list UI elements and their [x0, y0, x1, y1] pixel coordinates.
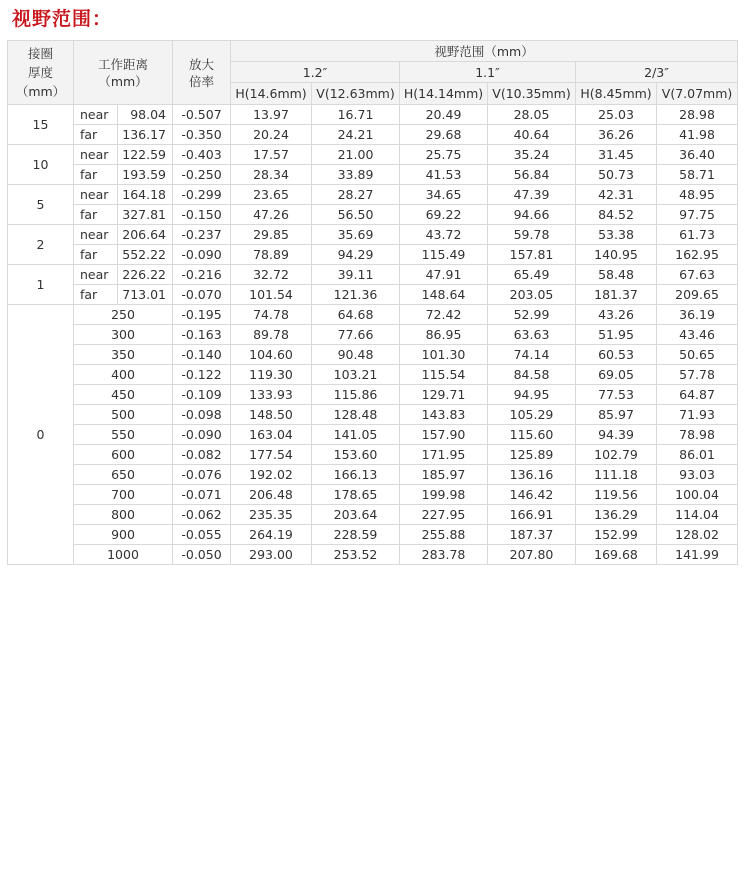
fov-value-cell: 185.97	[400, 465, 488, 485]
fov-value-cell: 84.52	[576, 205, 657, 225]
fov-value-cell: 171.95	[400, 445, 488, 465]
fov-value-cell: 101.54	[231, 285, 312, 305]
working-distance-cell: 400	[74, 365, 173, 385]
header-sensor-2-3: 2/3″	[576, 62, 738, 83]
near-far-label: far	[74, 165, 118, 185]
header-sensor-1-2-h: H(14.6mm)	[231, 83, 312, 105]
fov-value-cell: 114.04	[657, 505, 738, 525]
fov-value-cell: 90.48	[312, 345, 400, 365]
magnification-cell: -0.090	[173, 245, 231, 265]
magnification-cell: -0.071	[173, 485, 231, 505]
fov-value-cell: 60.53	[576, 345, 657, 365]
header-sensor-1-1-h: H(14.14mm)	[400, 83, 488, 105]
magnification-cell: -0.070	[173, 285, 231, 305]
magnification-cell: -0.122	[173, 365, 231, 385]
fov-value-cell: 115.86	[312, 385, 400, 405]
header-sensor-1-2: 1.2″	[231, 62, 400, 83]
near-far-label: near	[74, 145, 118, 165]
fov-value-cell: 57.78	[657, 365, 738, 385]
fov-value-cell: 119.56	[576, 485, 657, 505]
fov-value-cell: 56.50	[312, 205, 400, 225]
fov-value-cell: 28.98	[657, 105, 738, 125]
fov-value-cell: 16.71	[312, 105, 400, 125]
fov-value-cell: 235.35	[231, 505, 312, 525]
fov-value-cell: 101.30	[400, 345, 488, 365]
fov-value-cell: 157.90	[400, 425, 488, 445]
fov-value-cell: 58.48	[576, 265, 657, 285]
working-distance-cell: 713.01	[118, 285, 173, 305]
page-title: 视野范围：	[12, 8, 113, 30]
fov-value-cell: 148.64	[400, 285, 488, 305]
fov-value-cell: 65.49	[488, 265, 576, 285]
fov-value-cell: 67.63	[657, 265, 738, 285]
fov-value-cell: 31.45	[576, 145, 657, 165]
fov-value-cell: 35.69	[312, 225, 400, 245]
working-distance-cell: 164.18	[118, 185, 173, 205]
fov-value-cell: 141.05	[312, 425, 400, 445]
fov-value-cell: 128.02	[657, 525, 738, 545]
table-row	[8, 465, 738, 485]
table-row	[8, 425, 738, 445]
fov-value-cell: 17.57	[231, 145, 312, 165]
table-row	[8, 225, 738, 245]
working-distance-cell: 193.59	[118, 165, 173, 185]
fov-value-cell: 77.53	[576, 385, 657, 405]
table-row	[8, 165, 738, 185]
table-row	[8, 325, 738, 345]
fov-value-cell: 119.30	[231, 365, 312, 385]
fov-value-cell: 32.72	[231, 265, 312, 285]
fov-value-cell: 84.58	[488, 365, 576, 385]
fov-value-cell: 94.39	[576, 425, 657, 445]
fov-value-cell: 20.49	[400, 105, 488, 125]
fov-value-cell: 69.05	[576, 365, 657, 385]
fov-value-cell: 146.42	[488, 485, 576, 505]
table-row	[8, 205, 738, 225]
magnification-cell: -0.163	[173, 325, 231, 345]
working-distance-cell: 650	[74, 465, 173, 485]
fov-value-cell: 203.05	[488, 285, 576, 305]
fov-value-cell: 136.29	[576, 505, 657, 525]
fov-value-cell: 94.95	[488, 385, 576, 405]
fov-value-cell: 153.60	[312, 445, 400, 465]
header-sensor-1-2-v: V(12.63mm)	[312, 83, 400, 105]
working-distance-cell: 800	[74, 505, 173, 525]
table-row	[8, 345, 738, 365]
fov-value-cell: 93.03	[657, 465, 738, 485]
fov-value-cell: 178.65	[312, 485, 400, 505]
fov-value-cell: 111.18	[576, 465, 657, 485]
magnification-cell: -0.350	[173, 125, 231, 145]
fov-value-cell: 97.75	[657, 205, 738, 225]
header-magnification: 放大 倍率	[173, 41, 231, 105]
fov-value-cell: 133.93	[231, 385, 312, 405]
fov-value-cell: 43.46	[657, 325, 738, 345]
fov-value-cell: 253.52	[312, 545, 400, 565]
working-distance-cell: 1000	[74, 545, 173, 565]
table-row	[8, 405, 738, 425]
fov-value-cell: 128.48	[312, 405, 400, 425]
magnification-cell: -0.216	[173, 265, 231, 285]
fov-value-cell: 199.98	[400, 485, 488, 505]
fov-value-cell: 227.95	[400, 505, 488, 525]
magnification-cell: -0.299	[173, 185, 231, 205]
fov-value-cell: 25.03	[576, 105, 657, 125]
magnification-cell: -0.076	[173, 465, 231, 485]
fov-value-cell: 152.99	[576, 525, 657, 545]
fov-value-cell: 69.22	[400, 205, 488, 225]
ring-thickness-cell: 10	[8, 145, 74, 185]
working-distance-cell: 98.04	[118, 105, 173, 125]
magnification-cell: -0.250	[173, 165, 231, 185]
fov-value-cell: 52.99	[488, 305, 576, 325]
working-distance-cell: 550	[74, 425, 173, 445]
fov-value-cell: 102.79	[576, 445, 657, 465]
header-sensor-2-3-h: H(8.45mm)	[576, 83, 657, 105]
fov-value-cell: 48.95	[657, 185, 738, 205]
fov-value-cell: 43.72	[400, 225, 488, 245]
fov-value-cell: 94.66	[488, 205, 576, 225]
working-distance-cell: 700	[74, 485, 173, 505]
working-distance-cell: 300	[74, 325, 173, 345]
table-row	[8, 145, 738, 165]
fov-value-cell: 53.38	[576, 225, 657, 245]
table-row	[8, 125, 738, 145]
fov-value-cell: 94.29	[312, 245, 400, 265]
fov-value-cell: 166.13	[312, 465, 400, 485]
fov-value-cell: 162.95	[657, 245, 738, 265]
fov-value-cell: 56.84	[488, 165, 576, 185]
magnification-cell: -0.090	[173, 425, 231, 445]
table-row	[8, 525, 738, 545]
fov-value-cell: 33.89	[312, 165, 400, 185]
fov-value-cell: 39.11	[312, 265, 400, 285]
magnification-cell: -0.062	[173, 505, 231, 525]
fov-value-cell: 86.95	[400, 325, 488, 345]
fov-value-cell: 41.98	[657, 125, 738, 145]
table-row	[8, 285, 738, 305]
fov-value-cell: 89.78	[231, 325, 312, 345]
magnification-cell: -0.109	[173, 385, 231, 405]
fov-value-cell: 100.04	[657, 485, 738, 505]
fov-value-cell: 103.21	[312, 365, 400, 385]
fov-value-cell: 36.40	[657, 145, 738, 165]
fov-value-cell: 148.50	[231, 405, 312, 425]
ring-thickness-cell: 1	[8, 265, 74, 305]
table-row	[8, 445, 738, 465]
ring-thickness-cell: 5	[8, 185, 74, 225]
fov-value-cell: 24.21	[312, 125, 400, 145]
fov-value-cell: 177.54	[231, 445, 312, 465]
working-distance-cell: 600	[74, 445, 173, 465]
near-far-label: near	[74, 185, 118, 205]
fov-value-cell: 36.19	[657, 305, 738, 325]
fov-value-cell: 58.71	[657, 165, 738, 185]
fov-value-cell: 77.66	[312, 325, 400, 345]
fov-value-cell: 72.42	[400, 305, 488, 325]
magnification-cell: -0.050	[173, 545, 231, 565]
header-sensor-1-1: 1.1″	[400, 62, 576, 83]
fov-value-cell: 71.93	[657, 405, 738, 425]
fov-value-cell: 64.87	[657, 385, 738, 405]
fov-value-cell: 29.68	[400, 125, 488, 145]
fov-value-cell: 28.27	[312, 185, 400, 205]
fov-value-cell: 13.97	[231, 105, 312, 125]
fov-value-cell: 166.91	[488, 505, 576, 525]
fov-value-cell: 283.78	[400, 545, 488, 565]
magnification-cell: -0.403	[173, 145, 231, 165]
fov-value-cell: 40.64	[488, 125, 576, 145]
fov-value-cell: 104.60	[231, 345, 312, 365]
fov-value-cell: 203.64	[312, 505, 400, 525]
near-far-label: far	[74, 205, 118, 225]
fov-value-cell: 157.81	[488, 245, 576, 265]
near-far-label: near	[74, 225, 118, 245]
fov-value-cell: 121.36	[312, 285, 400, 305]
working-distance-cell: 450	[74, 385, 173, 405]
fov-value-cell: 59.78	[488, 225, 576, 245]
header-thickness: 接圈 厚度 （mm）	[8, 41, 74, 105]
magnification-cell: -0.082	[173, 445, 231, 465]
fov-value-cell: 20.24	[231, 125, 312, 145]
fov-value-cell: 36.26	[576, 125, 657, 145]
table-row	[8, 545, 738, 565]
fov-value-cell: 115.60	[488, 425, 576, 445]
working-distance-cell: 206.64	[118, 225, 173, 245]
fov-value-cell: 207.80	[488, 545, 576, 565]
fov-table-body	[8, 41, 738, 565]
ring-thickness-cell: 0	[8, 305, 74, 565]
magnification-cell: -0.507	[173, 105, 231, 125]
fov-value-cell: 169.68	[576, 545, 657, 565]
fov-value-cell: 51.95	[576, 325, 657, 345]
table-row	[8, 365, 738, 385]
magnification-cell: -0.098	[173, 405, 231, 425]
fov-value-cell: 136.16	[488, 465, 576, 485]
fov-value-cell: 61.73	[657, 225, 738, 245]
fov-value-cell: 255.88	[400, 525, 488, 545]
header-sensor-1-1-v: V(10.35mm)	[488, 83, 576, 105]
fov-value-cell: 35.24	[488, 145, 576, 165]
fov-value-cell: 163.04	[231, 425, 312, 445]
near-far-label: far	[74, 125, 118, 145]
fov-value-cell: 47.39	[488, 185, 576, 205]
fov-value-cell: 129.71	[400, 385, 488, 405]
fov-value-cell: 23.65	[231, 185, 312, 205]
magnification-cell: -0.150	[173, 205, 231, 225]
fov-value-cell: 34.65	[400, 185, 488, 205]
header-sensor-2-3-v: V(7.07mm)	[657, 83, 738, 105]
fov-value-cell: 47.26	[231, 205, 312, 225]
working-distance-cell: 136.17	[118, 125, 173, 145]
fov-value-cell: 181.37	[576, 285, 657, 305]
fov-value-cell: 28.34	[231, 165, 312, 185]
fov-value-cell: 209.65	[657, 285, 738, 305]
near-far-label: near	[74, 105, 118, 125]
fov-value-cell: 105.29	[488, 405, 576, 425]
working-distance-cell: 500	[74, 405, 173, 425]
fov-value-cell: 125.89	[488, 445, 576, 465]
working-distance-cell: 900	[74, 525, 173, 545]
fov-value-cell: 86.01	[657, 445, 738, 465]
fov-value-cell: 192.02	[231, 465, 312, 485]
fov-value-cell: 41.53	[400, 165, 488, 185]
fov-value-cell: 64.68	[312, 305, 400, 325]
fov-value-cell: 187.37	[488, 525, 576, 545]
working-distance-cell: 122.59	[118, 145, 173, 165]
fov-value-cell: 115.54	[400, 365, 488, 385]
fov-value-cell: 43.26	[576, 305, 657, 325]
near-far-label: far	[74, 245, 118, 265]
header-fov: 视野范围（mm）	[231, 41, 738, 62]
fov-table	[7, 40, 738, 565]
table-row	[8, 245, 738, 265]
fov-value-cell: 25.75	[400, 145, 488, 165]
fov-value-cell: 50.65	[657, 345, 738, 365]
fov-value-cell: 264.19	[231, 525, 312, 545]
fov-value-cell: 74.14	[488, 345, 576, 365]
fov-value-cell: 29.85	[231, 225, 312, 245]
fov-value-cell: 140.95	[576, 245, 657, 265]
fov-value-cell: 85.97	[576, 405, 657, 425]
working-distance-cell: 226.22	[118, 265, 173, 285]
near-far-label: far	[74, 285, 118, 305]
table-row	[8, 505, 738, 525]
fov-value-cell: 78.98	[657, 425, 738, 445]
fov-value-cell: 63.63	[488, 325, 576, 345]
ring-thickness-cell: 2	[8, 225, 74, 265]
working-distance-cell: 250	[74, 305, 173, 325]
ring-thickness-cell: 15	[8, 105, 74, 145]
header-working-distance: 工作距离 （mm）	[74, 41, 173, 105]
fov-value-cell: 115.49	[400, 245, 488, 265]
working-distance-cell: 350	[74, 345, 173, 365]
working-distance-cell: 327.81	[118, 205, 173, 225]
fov-value-cell: 206.48	[231, 485, 312, 505]
magnification-cell: -0.055	[173, 525, 231, 545]
table-row	[8, 485, 738, 505]
fov-value-cell: 50.73	[576, 165, 657, 185]
fov-value-cell: 228.59	[312, 525, 400, 545]
table-row	[8, 385, 738, 405]
fov-value-cell: 143.83	[400, 405, 488, 425]
working-distance-cell: 552.22	[118, 245, 173, 265]
near-far-label: near	[74, 265, 118, 285]
fov-value-cell: 141.99	[657, 545, 738, 565]
fov-value-cell: 78.89	[231, 245, 312, 265]
table-row	[8, 185, 738, 205]
magnification-cell: -0.195	[173, 305, 231, 325]
magnification-cell: -0.237	[173, 225, 231, 245]
fov-value-cell: 74.78	[231, 305, 312, 325]
fov-value-cell: 28.05	[488, 105, 576, 125]
fov-value-cell: 293.00	[231, 545, 312, 565]
table-row	[8, 265, 738, 285]
table-row	[8, 305, 738, 325]
fov-value-cell: 42.31	[576, 185, 657, 205]
fov-value-cell: 47.91	[400, 265, 488, 285]
magnification-cell: -0.140	[173, 345, 231, 365]
fov-value-cell: 21.00	[312, 145, 400, 165]
table-row	[8, 105, 738, 125]
